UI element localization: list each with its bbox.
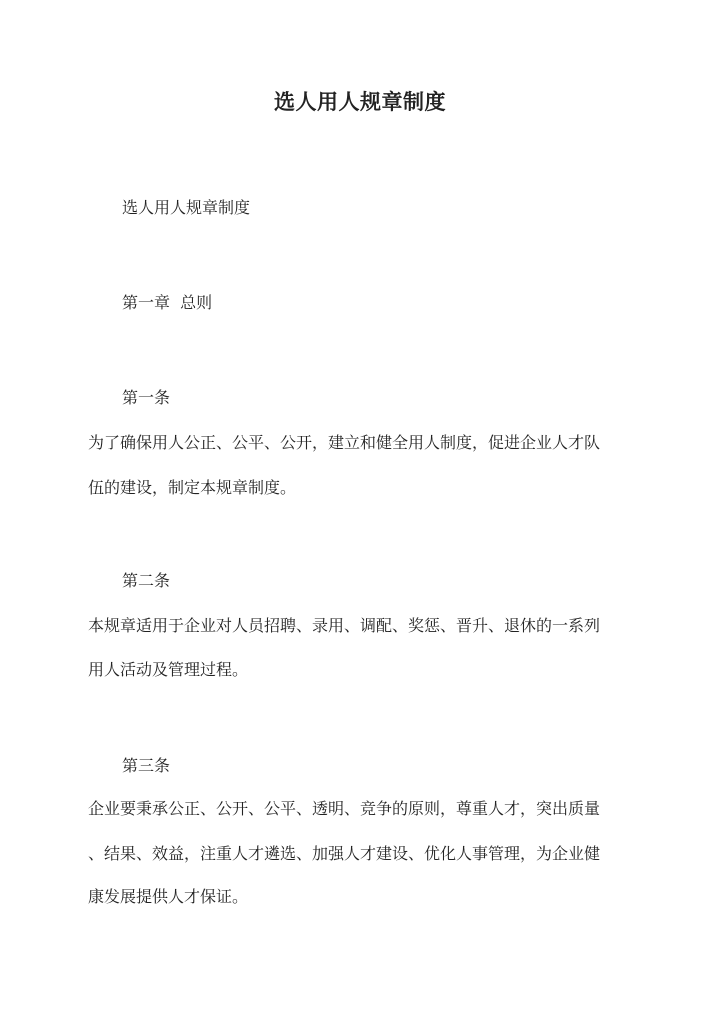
article-2-line-2: 用人活动及管理过程。 [88,660,249,679]
article-3-line-1: 企业要秉承公正、公开、公平、透明、竞争的原则，尊重人才，突出质量 [88,799,601,818]
article-2-line-1: 本规章适用于企业对人员招聘、录用、调配、奖惩、晋升、退休的一系列 [88,616,601,635]
article-3-line-2: 、结果、效益，注重人才遴选、加强人才建设、优化人事管理，为企业健 [88,844,601,863]
document-subtitle: 选人用人规章制度 [122,198,251,217]
article-1-heading: 第一条 [122,388,171,407]
article-2-heading: 第二条 [122,571,171,590]
article-3-line-3: 康发展提供人才保证。 [88,887,249,906]
article-1-line-1: 为了确保用人公正、公平、公开，建立和健全用人制度，促进企业人才队 [88,433,601,452]
article-1-line-2: 伍的建设，制定本规章制度。 [88,478,297,497]
article-3-heading: 第三条 [122,756,171,775]
chapter-heading: 第一章 总则 [122,293,213,312]
page-title: 选人用人规章制度 [274,89,446,114]
